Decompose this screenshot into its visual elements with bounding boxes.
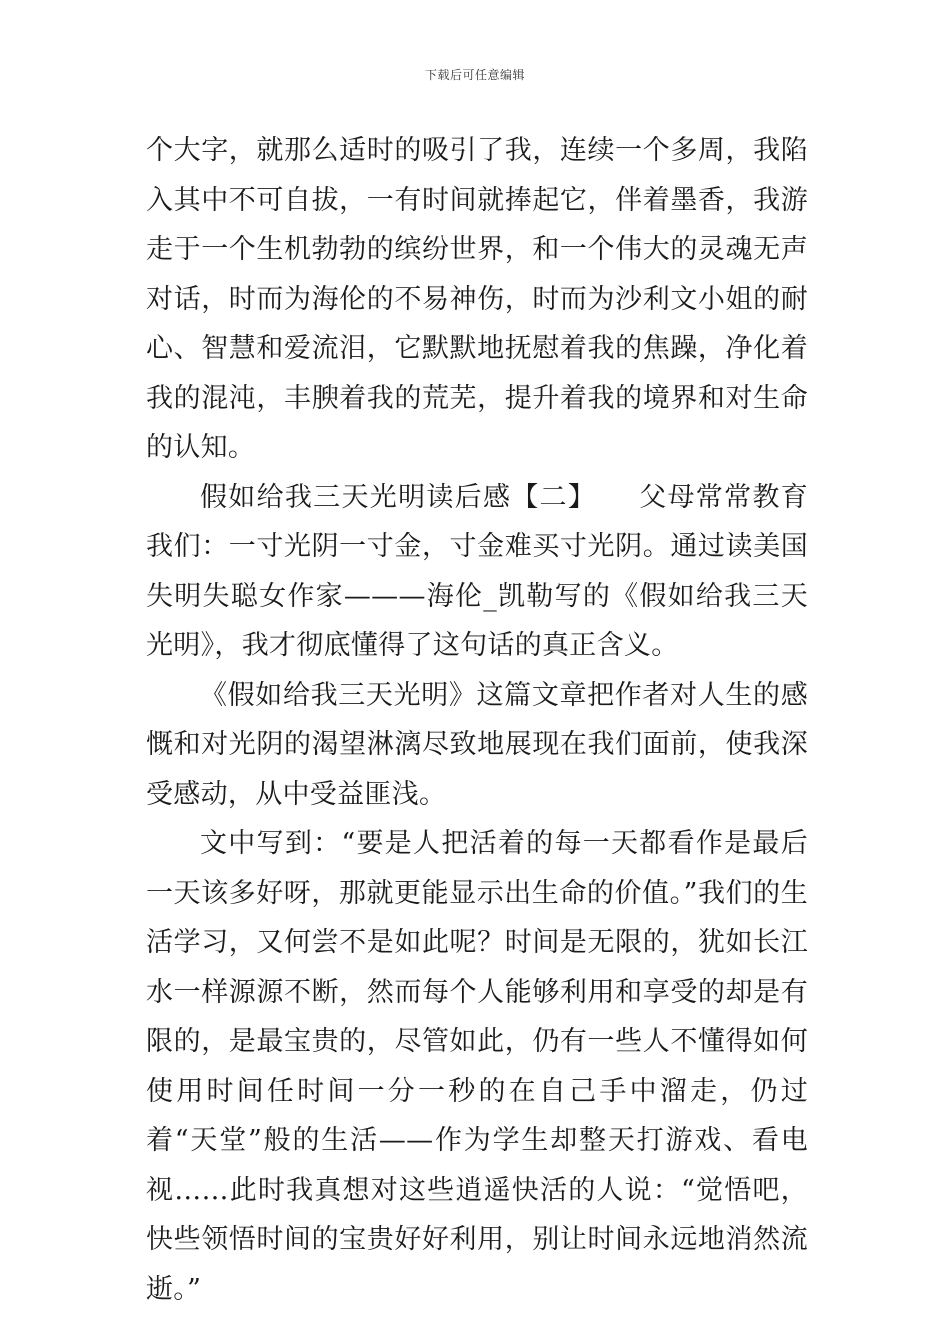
paragraph-3: 《假如给我三天光明》这篇文章把作者对人生的感慨和对光阴的渴望淋漓尽致地展现在我们面前，使我深受感动，从中受益匪浅。 bbox=[146, 679, 808, 810]
paragraph-1: 个大字，就那么适时的吸引了我，连续一个多周，我陷入其中不可自拔，一有时间就捧起它，伴着墨香，我游走于一个生机勃勃的缤纷世界，和一个伟大的灵魂无声对话，时而为海伦的不易神伤，时而为沙利文小姐的耐心、智慧和爱流泪，它默默地抚慰着我的焦躁，净化着我的混沌，丰腴着我的荒芜，提升着我的境界和对生命的认知。 bbox=[146, 135, 808, 463]
document-body bbox=[146, 126, 808, 1314]
page-header: 下载后可任意编辑 bbox=[424, 68, 525, 82]
paragraph-2: 假如给我三天光明读后感【二】 父母常常教育我们：一寸光阴一寸金，寸金难买寸光阴。通过读美国失明失聪女作家———海伦_凯勒写的《假如给我三天光明》，我才彻底懂得了这句话的真正含义。 bbox=[146, 481, 808, 661]
paragraph-4: 文中写到：“要是人把活着的每一天都看作是最后一天该多好呀，那就更能显示出生命的价值。”我们的生活学习，又何尝不是如此呢？时间是无限的，犹如长江水一样源源不断，然而每个人能够利用和享受的却是有限的，是最宝贵的，尽管如此，仍有一些人不懂得如何使用时间任时间一分一秒的在自己手中溜走，仍过着“天堂”般的生活——作为学生却整天打游戏、看电视……此时我真想对这些逍遥快活的人说：“觉悟吧，快些领悟时间的宝贵好好利用，别让时间永远地消然流逝。” bbox=[146, 828, 808, 1305]
